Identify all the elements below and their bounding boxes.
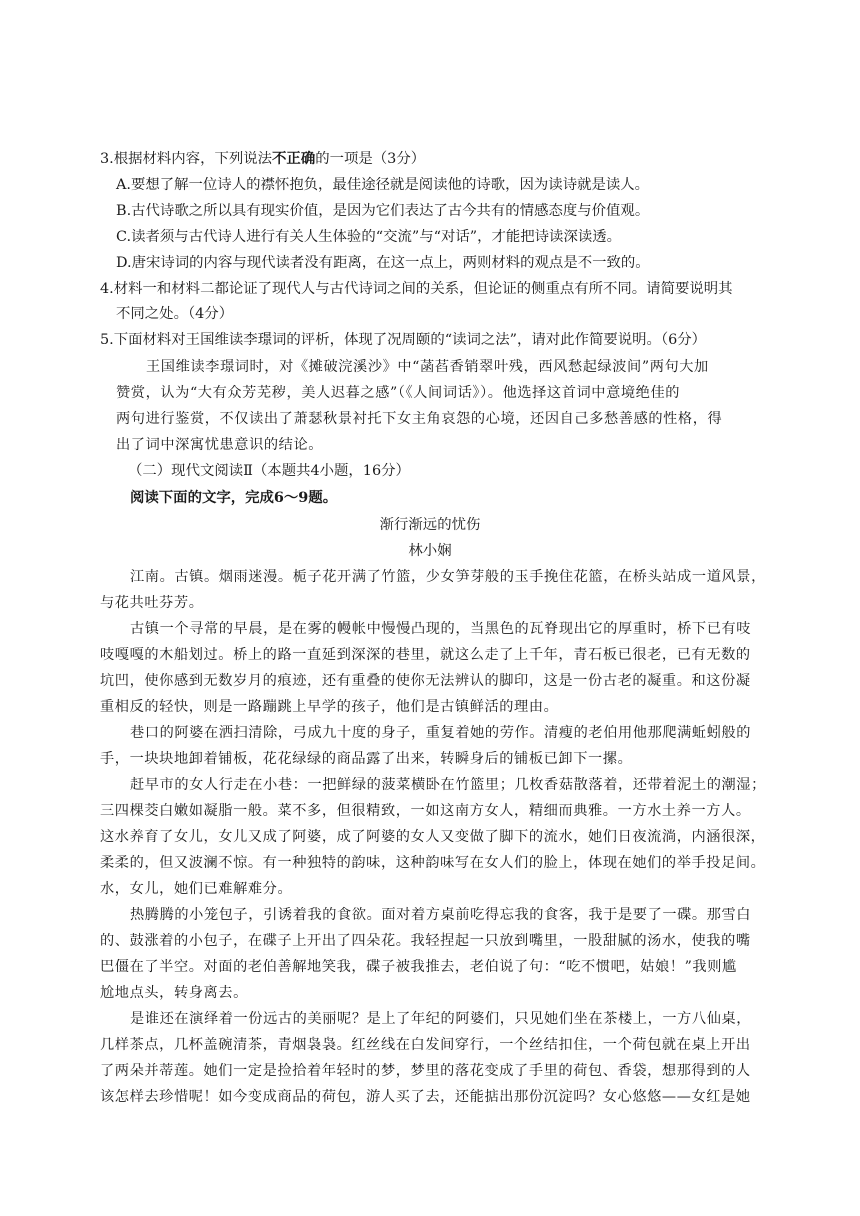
q3-stem [100,150,425,168]
essay-line: 该怎样去珍惜呢！如今变成商品的荷包，游人买了去，还能掂出那份沉淀吗？女心悠悠——女红是她 [100,1089,751,1105]
q5-material-line: 王国维读李璟词时，对《摊破浣溪沙》中“菡萏香销翠叶残，西风愁起绿波间”两句大加 [146,359,709,375]
essay-line: 这水养育了女儿，女儿又成了阿婆，成了阿婆的女人又变做了脚下的流水，她们日夜流淌，内涵很深， [100,829,766,845]
essay-line: 尬地点头，转身离去。 [100,985,248,1001]
essay-line: 柔柔的，但又波澜不惊。有一种独特的韵味，这种韵味写在女人们的脸上，体现在她们的举手投足间。 [100,855,766,871]
essay-line: 巴僵在了半空。对面的老伯善解地笑我，碟子被我推去，老伯说了句：“吃不惯吧，姑娘！”我则尴 [100,959,737,975]
essay-line: 三四棵茭白嫩如凝脂一般。菜不多，但很精致，一如这南方女人，精细而典雅。一方水土养一方人。 [100,803,751,819]
essay-line: 热腾腾的小笼包子，引诱着我的食欲。面对着方桌前吃得忘我的食客，我于是要了一碟。那雪白 [130,907,752,923]
q3-stem-end: 的一项是（3分） [315,151,426,167]
essay-line: 与花共吐芬芳。 [100,595,204,611]
essay-line: 江南。古镇。烟雨迷漫。栀子花开满了竹篮，少女笋芽般的玉手挽住花篮，在桥头站成一道风景， [130,569,766,585]
essay-line: 手，一块块地卸着铺板，花花绿绿的商品露了出来，转瞬身后的铺板已卸下一摞。 [100,751,633,767]
q3-option-c: C.读者须与古代诗人进行有关人生体验的“交流”与“对话”，才能把诗读深读透。 [116,229,622,245]
q3-stem-start: 3.根据材料内容，下列说法 [100,151,273,167]
q5-material-line: 两句进行鉴赏，不仅读出了萧瑟秋景衬托下女主角哀怨的心境，还因自己多愁善感的性格，得 [116,411,723,427]
q3-stem-emphasis: 不正确 [272,150,316,167]
q5-material-line: 赞赏，认为“大有众芳芜秽，美人迟暮之感”（《人间词话》）。他选择这首词中意境绝佳的 [116,385,681,401]
essay-line: 重相反的轻快，则是一路蹦跳上早学的孩子，他们是古镇鲜活的理由。 [100,699,559,715]
essay-line: 水，女儿，她们已难解难分。 [100,881,293,897]
section-heading: （二）现代文阅读Ⅱ（本题共4小题，16分） [128,463,410,479]
essay-line: 古镇一个寻常的早晨，是在雾的幔帐中慢慢凸现的，当黑色的瓦脊现出它的厚重时，桥下已有吱 [130,621,752,637]
essay-title: 渐行渐远的忧伤 [379,517,481,533]
essay-line: 的、鼓涨着的小包子，在碟子上开出了四朵花。我轻捏起一只放到嘴里，一股甜腻的汤水，使我的嘴 [100,933,751,949]
q3-option-b: B.古代诗歌之所以具有现实价值，是因为它们表达了古今共有的情感态度与价值观。 [116,203,650,219]
essay-line: 吱嘎嘎的木船划过。桥上的路一直延到深深的巷里，就这么走了上千年，青石板已很老，已有无数的 [100,647,751,663]
essay-line: 了两朵并蒂莲。她们一定是捡拾着年轻时的梦，梦里的落花变成了手里的荷包、香袋，想那得到的人 [100,1063,751,1079]
section-instruction: 阅读下面的文字，完成6～9题。 [130,489,338,506]
q5-material-line: 出了词中深寓忧患意识的结论。 [116,437,324,453]
essay-line: 赶早市的女人行走在小巷：一把鲜绿的菠菜横卧在竹篮里；几枚香菇散落着，还带着泥土的潮湿； [130,777,766,793]
q4-line-1: 4.材料一和材料二都论证了现代人与古代诗词之间的关系，但论证的侧重点有所不同。请简要说明其 [100,281,733,297]
essay-line: 几样茶点，几杯盖碗清茶，青烟袅袅。红丝线在白发间穿行，一个丝结扣住，一个荷包就在桌上开出 [100,1037,751,1053]
q4-line-2: 不同之处。（4分） [116,306,234,322]
q3-option-d: D.唐宋诗词的内容与现代读者没有距离，在这一点上，两则材料的观点是不一致的。 [116,255,650,271]
essay-author: 林小娴 [408,543,452,559]
q3-option-a: A.要想了解一位诗人的襟怀抱负，最佳途径就是阅读他的诗歌，因为读诗就是读人。 [116,177,650,193]
essay-line: 巷口的阿婆在洒扫清除，弓成九十度的身子，重复着她的劳作。清瘦的老伯用他那爬满蚯蚓般的 [130,725,752,741]
essay-line: 坑凹，使你感到无数岁月的痕迹，还有重叠的使你无法辨认的脚印，这是一份古老的凝重。和这份凝 [100,673,751,689]
essay-line: 是谁还在演绎着一份远古的美丽呢？是上了年纪的阿婆们，只见她们坐在茶楼上，一方八仙桌， [130,1011,752,1027]
q5-stem: 5.下面材料对王国维读李璟词的评析，体现了况周颐的“读词之法”，请对此作简要说明。（6分） [100,332,707,348]
